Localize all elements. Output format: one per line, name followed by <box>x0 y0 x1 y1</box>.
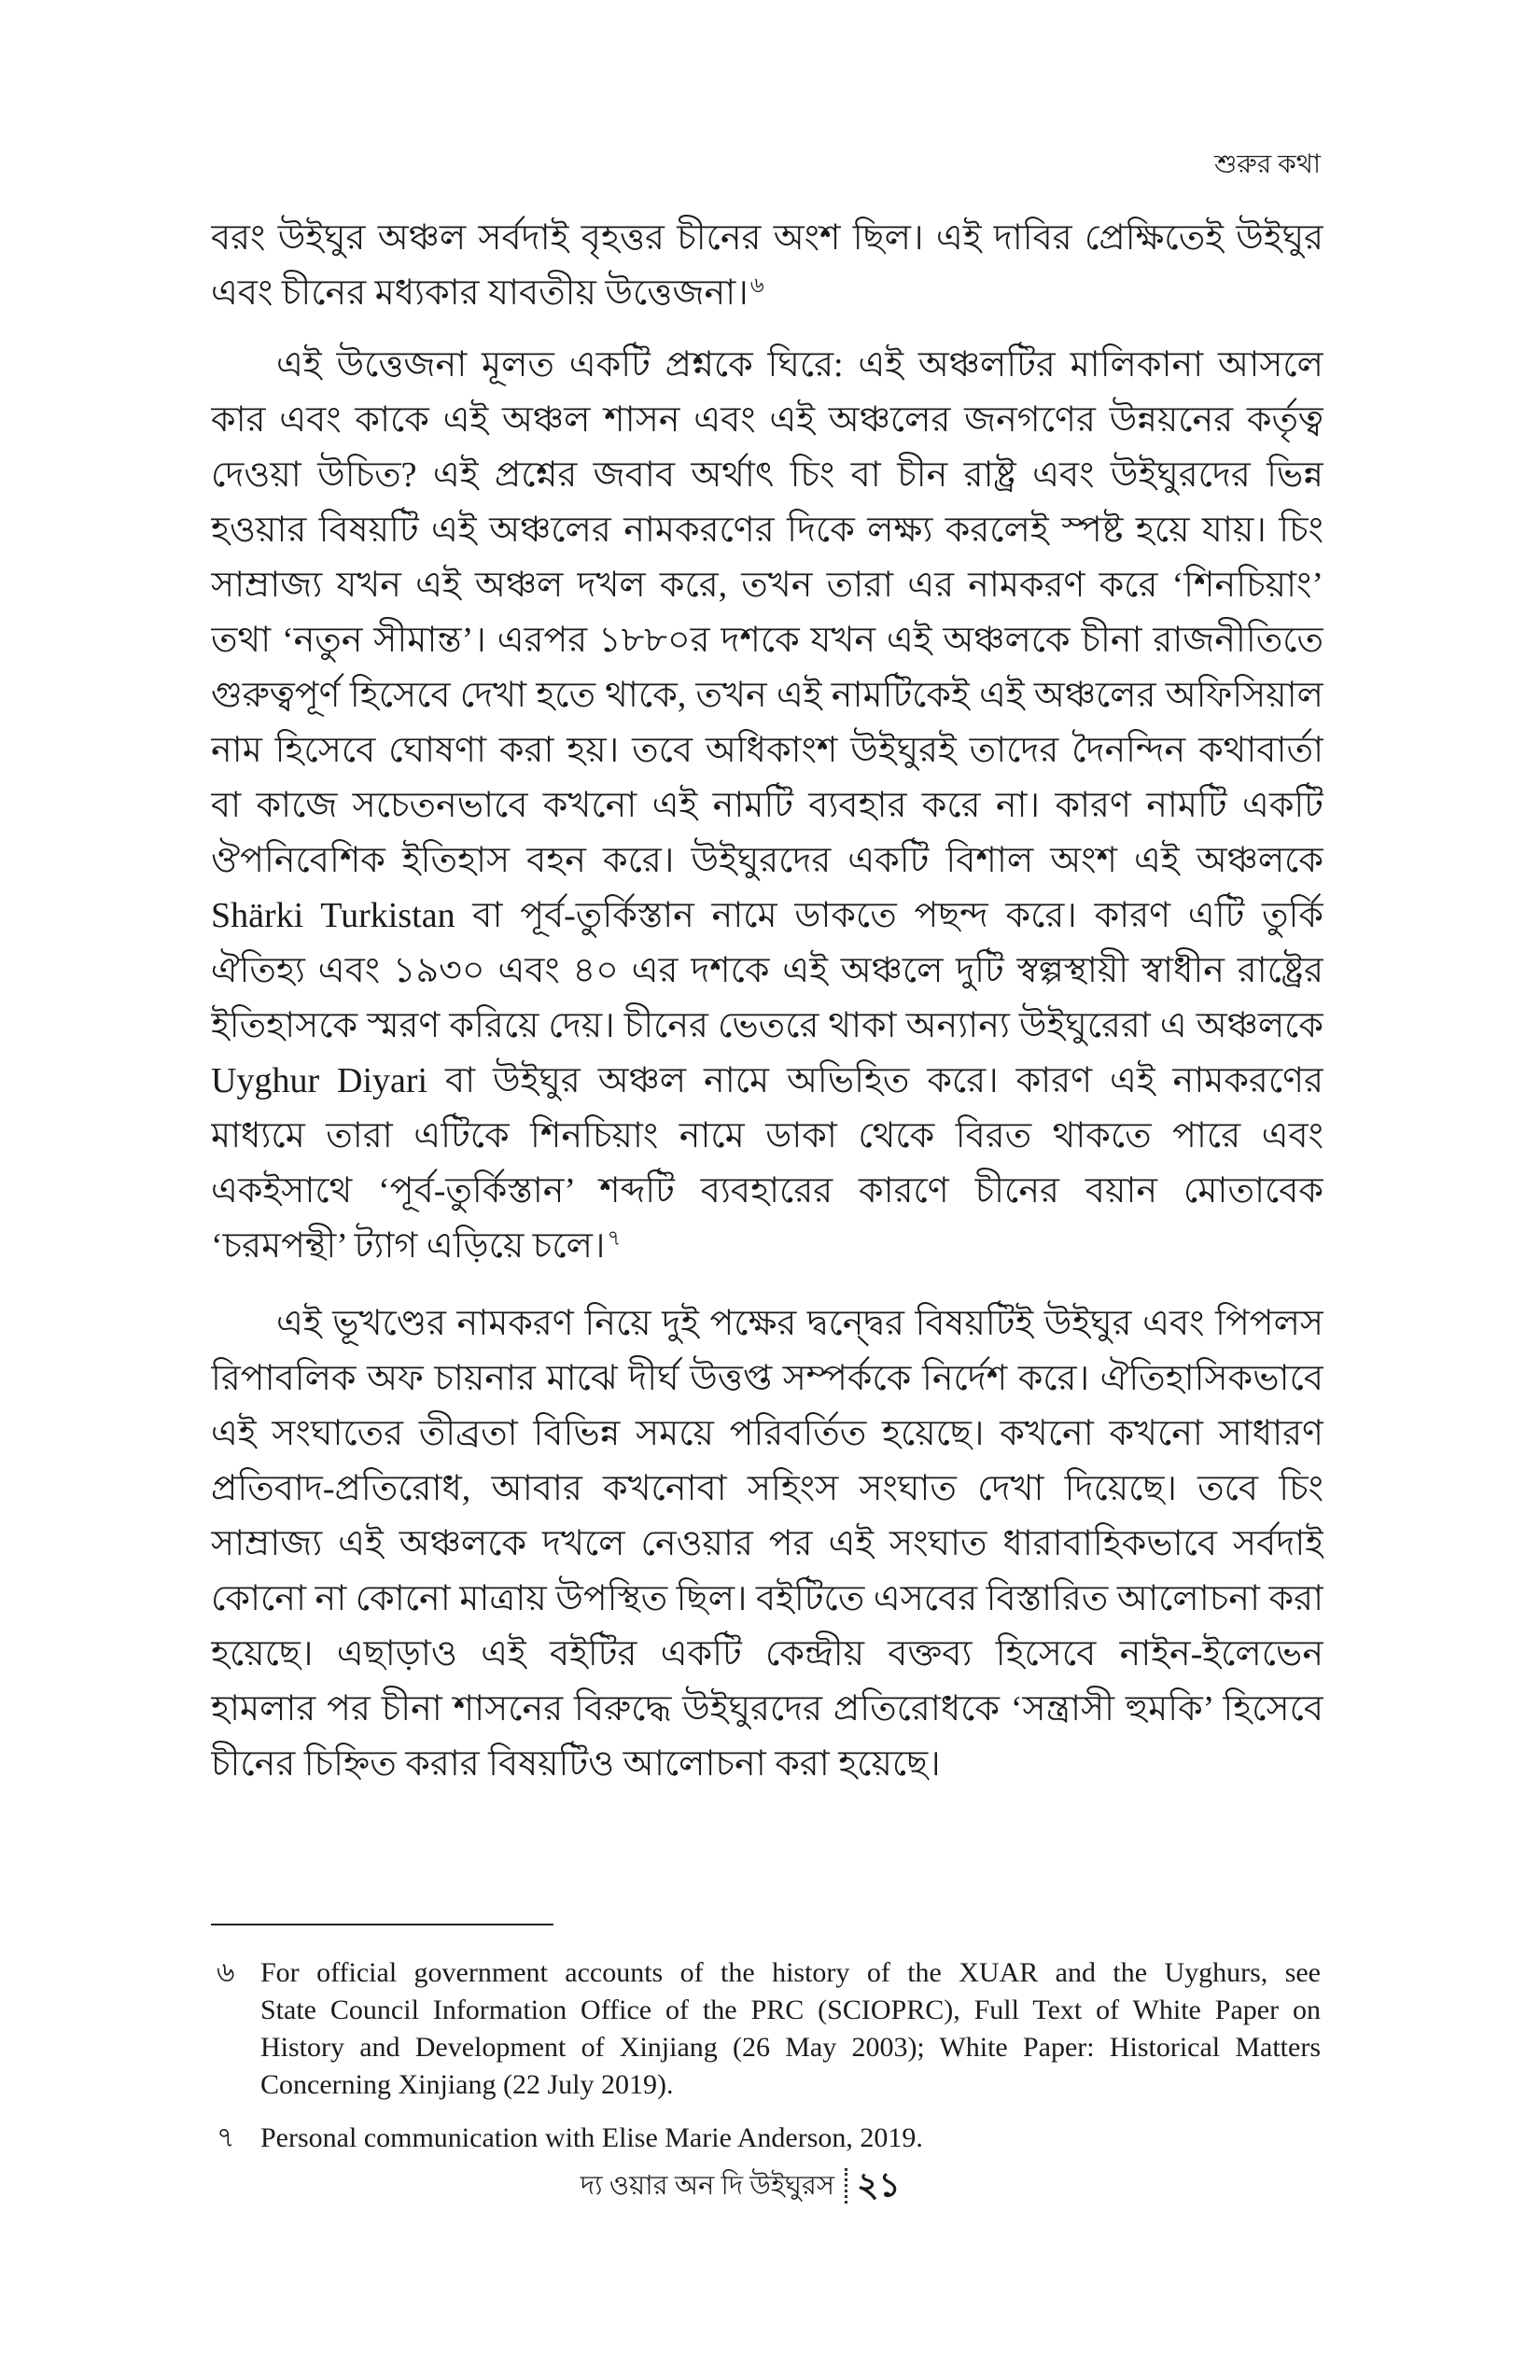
text-line: হয়েছে। এছাড়াও এই বইটির একটি কেন্দ্রীয় বক্তব্য হিসেবে নাইন-ইলেভেন <box>211 1634 1323 1673</box>
text-line: সাম্রাজ্য এই অঞ্চলকে দখলে নেওয়ার পর এই সংঘাত ধারাবাহিকভাবে সর্বদাই <box>211 1524 1323 1563</box>
footnote-line: State Council Information Office of the PRC (SCIOPRC), Full Text of White Paper on <box>260 1995 1321 2025</box>
text-line: এই উত্তেজনা মূলত একটি প্রশ্নকে ঘিরে: এই অঞ্চলটির মালিকানা আসলে <box>276 345 1323 385</box>
footer-separator <box>845 2168 847 2204</box>
text-line: বা কাজে সচেতনভাবে কখনো এই নামটি ব্যবহার করে না। কারণ নামটি একটি <box>211 786 1323 825</box>
text-line: গুরুত্বপূর্ণ হিসেবে দেখা হতে থাকে, তখন এই নামটিকেই এই অঞ্চলের অফিসিয়াল <box>211 676 1323 715</box>
running-head: শুরুর কথা <box>1214 150 1321 179</box>
text-line: বরং উইঘুর অঞ্চল সর্বদাই বৃহত্তর চীনের অংশ ছিল। এই দাবির প্রেক্ষিতেই উইঘুর <box>211 218 1323 258</box>
footnote-reference: ৬ <box>749 273 764 298</box>
text-line: এই ভূখণ্ডের নামকরণ নিয়ে দুই পক্ষের দ্বন্দ্বের বিষয়টিই উইঘুর এবং পিপলস <box>276 1304 1323 1343</box>
text-line: কোনো না কোনো মাত্রায় উপস্থিত ছিল। বইটিতে এসবের বিস্তারিত আলোচনা করা <box>211 1579 1323 1618</box>
footnote-line: History and Development of Xinjiang (26 May 2003); White Paper: Historical Matters <box>260 2032 1321 2063</box>
text-line: ইতিহাসকে স্মরণ করিয়ে দেয়। চীনের ভেতরে থাকা অন্যান্য উইঘুরেরা এ অঞ্চলকে <box>211 1006 1323 1045</box>
text-line: হামলার পর চীনা শাসনের বিরুদ্ধে উইঘুরদের প্রতিরোধকে ‘সন্ত্রাসী হুমকি’ হিসেবে <box>211 1689 1323 1729</box>
text-line: ঐতিহ্য এবং ১৯৩০ এবং ৪০ এর দশকে এই অঞ্চলে দুটি স্বল্পস্থায়ী স্বাধীন রাষ্ট্রের <box>211 951 1323 990</box>
footnote-divider <box>211 1924 553 1925</box>
footnote-line: Personal communication with Elise Marie Anderson, 2019. <box>260 2122 923 2153</box>
text-line: প্রতিবাদ-প্রতিরোধ, আবার কখনোবা সহিংস সংঘাত দেখা দিয়েছে। তবে চিং <box>211 1469 1323 1508</box>
text-line: Shärki Turkistan বা পূর্ব-তুর্কিস্তান নামে ডাকতে পছন্দ করে। কারণ এটি তুর্কি <box>211 896 1323 935</box>
text-line-content: এবং চীনের মধ্যকার যাবতীয় উত্তেজনা। <box>211 273 749 313</box>
text-line: চীনের চিহ্নিত করার বিষয়টিও আলোচনা করা হয়েছে। <box>211 1744 941 1784</box>
text-line: একইসাথে ‘পূর্ব-তুর্কিস্তান’ শব্দটি ব্যবহারের কারণে চীনের বয়ান মোতাবেক <box>211 1171 1323 1211</box>
text-line: কার এবং কাকে এই অঞ্চল শাসন এবং এই অঞ্চলের জনগণের উন্নয়নের কর্তৃত্ব <box>211 400 1323 440</box>
text-line: এই সংঘাতের তীব্রতা বিভিন্ন সময়ে পরিবর্তিত হয়েছে। কখনো কখনো সাধারণ <box>211 1414 1323 1453</box>
paragraph <box>211 1296 1323 1792</box>
text-line: সাম্রাজ্য যখন এই অঞ্চল দখল করে, তখন তারা এর নামকরণ করে ‘শিনচিয়াং’ <box>211 566 1323 605</box>
paragraph <box>211 211 1323 321</box>
text-line: মাধ্যমে তারা এটিকে শিনচিয়াং নামে ডাকা থেকে বিরত থাকতে পারে এবং <box>211 1116 1323 1155</box>
text-line <box>211 266 1323 321</box>
paragraph <box>211 338 1323 1274</box>
footnote <box>211 1954 1323 2104</box>
text-line: দেওয়া উচিত? এই প্রশ্নের জবাব অর্থাৎ চিং বা চীন রাষ্ট্র এবং উইঘুরদের ভিন্ন <box>211 455 1323 495</box>
footnote-line: For official government accounts of the history of the XUAR and the Uyghurs, see <box>260 1957 1321 1988</box>
text-line: তথা ‘নতুন সীমান্ত’। এরপর ১৮৮০র দশকে যখন এই অঞ্চলকে চীনা রাজনীতিতে <box>211 621 1323 660</box>
text-line: রিপাবলিক অফ চায়নার মাঝে দীর্ঘ উত্তপ্ত সম্পর্ককে নির্দেশ করে। ঐতিহাসিকভাবে <box>211 1359 1323 1398</box>
text-line: Uyghur Diyari বা উইঘুর অঞ্চল নামে অভিহিত করে। কারণ এই নামকরণের <box>211 1061 1323 1100</box>
footnote-number: ৭ <box>217 2122 235 2153</box>
text-line-content: ‘চরমপন্থী’ ট্যাগ এড়িয়ে চলে। <box>211 1226 606 1266</box>
footnote-reference: ৭ <box>607 1226 622 1251</box>
page-number: ২১ <box>857 2166 901 2204</box>
footnote <box>211 2120 1323 2157</box>
footnote-number: ৬ <box>217 1957 235 1988</box>
footnote-line: Concerning Xinjiang (22 July 2019). <box>260 2069 674 2100</box>
text-line: ঔপনিবেশিক ইতিহাস বহন করে। উইঘুরদের একটি বিশাল অংশ এই অঞ্চলকে <box>211 841 1323 880</box>
text-line: হওয়ার বিষয়টি এই অঞ্চলের নামকরণের দিকে লক্ষ্য করলেই স্পষ্ট হয়ে যায়। চিং <box>211 511 1323 550</box>
footnote-text <box>260 1954 1321 2104</box>
text-line <box>211 1219 1323 1274</box>
footnote-text <box>260 2120 1321 2157</box>
footer-book-title: দ্য ওয়ার অন দি উইঘুরস <box>580 2171 834 2201</box>
text-line: নাম হিসেবে ঘোষণা করা হয়। তবে অধিকাংশ উইঘুরই তাদের দৈনন্দিন কথাবার্তা <box>211 731 1323 770</box>
